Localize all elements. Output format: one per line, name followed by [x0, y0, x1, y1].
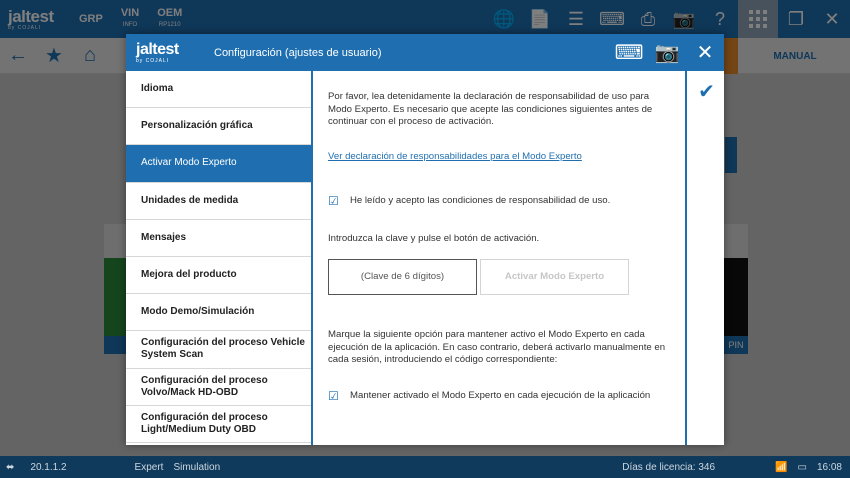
battery-icon: ▭ — [797, 461, 807, 473]
version-label: 20.1.1.2 — [30, 461, 67, 473]
keep-row[interactable] — [328, 390, 671, 403]
sidebar-item-unidades[interactable]: Unidades de medida — [126, 183, 311, 220]
responsibility-link[interactable]: Ver declaración de responsabilidades para el Modo Experto — [328, 150, 582, 162]
usb-icon: ⬌ — [6, 461, 15, 473]
keep-checkbox[interactable]: ☑ — [328, 388, 339, 403]
sidebar-item-mensajes[interactable]: Mensajes — [126, 220, 311, 257]
clock-label: 16:08 — [816, 461, 842, 473]
sidebar-item-modo-experto[interactable]: Activar Modo Experto — [126, 145, 311, 182]
keep-info-text: Marque la siguiente opción para mantener activo el Modo Experto en cada ejecución de la aplicación. En caso contrario, deberá activarlo manualmente en cada sesión, introduciendo el código correspondiente: — [328, 329, 666, 365]
close-icon[interactable]: ✕ — [696, 42, 714, 64]
activate-button[interactable]: Activar Modo Experto — [480, 259, 629, 295]
sidebar-item-personalizacion[interactable]: Personalización gráfica — [126, 108, 311, 145]
intro-text: Por favor, lea detenidamente la declaración de responsabilidad de uso para Modo Experto. Es necesario que acepte las condiciones siguientes antes de continuar con el proceso de activación. — [328, 91, 653, 127]
accept-checkbox[interactable]: ☑ — [328, 194, 339, 209]
wifi-icon: 📶 — [775, 461, 788, 473]
settings-sidebar — [126, 71, 313, 445]
dialog-header — [126, 34, 724, 71]
password-field[interactable]: (Clave de 6 dígitos) — [328, 259, 477, 295]
status-bar — [0, 456, 850, 478]
keyboard-icon[interactable]: ⌨ — [614, 42, 644, 64]
sidebar-item-vehicle-scan[interactable]: Configuración del proceso Vehicle System Scan — [126, 331, 311, 368]
settings-content — [314, 71, 687, 445]
settings-dialog — [126, 34, 724, 445]
sidebar-item-volvo-mack[interactable]: Configuración del proceso Volvo/Mack HD-OBD — [126, 369, 311, 406]
sidebar-item-demo[interactable]: Modo Demo/Simulación — [126, 294, 311, 331]
simulation-label: Simulation — [173, 461, 221, 473]
accept-row[interactable] — [328, 195, 671, 208]
sidebar-item-idioma[interactable]: Idioma — [126, 71, 311, 108]
sidebar-item-light-medium[interactable]: Configuración del proceso Light/Medium Duty OBD — [126, 406, 311, 443]
confirm-check-icon[interactable]: ✔ — [698, 80, 715, 103]
dialog-logo: jaltest by COJALI — [136, 40, 179, 64]
license-label: Días de licencia: 346 — [622, 461, 716, 473]
camera-icon[interactable]: 📷 — [654, 42, 680, 64]
instruction-text: Introduzca la clave y pulse el botón de activación. — [328, 232, 540, 244]
mode-label: Expert — [134, 461, 164, 473]
sidebar-item-mejora[interactable]: Mejora del producto — [126, 257, 311, 294]
accept-label: He leído y acepto las condiciones de responsabilidad de uso. — [350, 195, 611, 206]
keep-label: Mantener activado el Modo Experto en cada ejecución de la aplicación — [350, 389, 651, 401]
dialog-title: Configuración (ajustes de usuario) — [214, 46, 382, 59]
